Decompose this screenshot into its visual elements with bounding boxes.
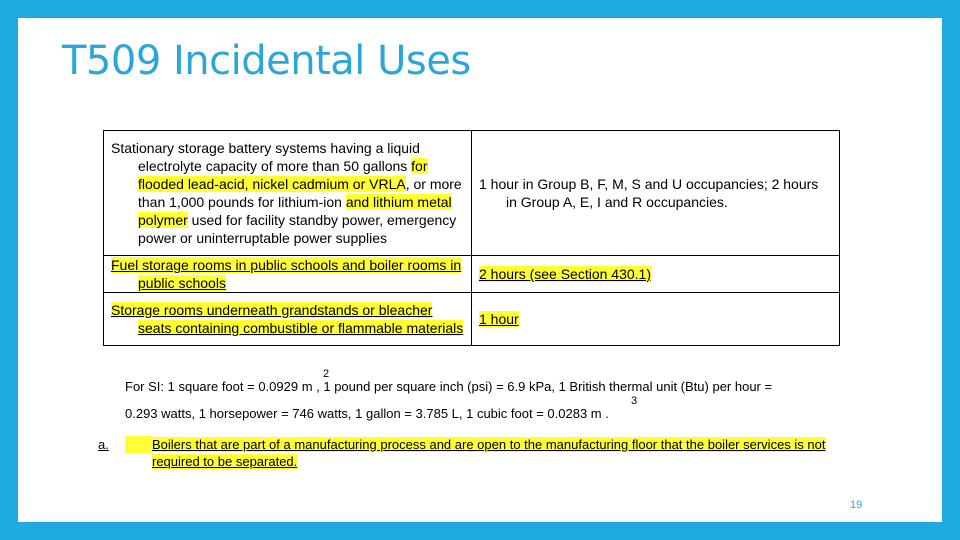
si-conversion-line-1: For SI: 1 square foot = 0.0929 m , 1 pound per square inch (psi) = 6.9 kPa, 1 British thermal unit (Btu) per hour = bbox=[125, 379, 773, 394]
room-text-part: Stationary storage battery systems having a liquid electrolyte capacity of more than 50 gallons bbox=[111, 140, 420, 174]
room-text bbox=[111, 256, 464, 292]
highlighted-text: Fuel storage rooms in public schools and boiler rooms in public schools bbox=[111, 257, 462, 291]
table-row bbox=[104, 256, 840, 293]
slide bbox=[18, 18, 942, 522]
si-conversion-line-2: 0.293 watts, 1 horsepower = 746 watts, 1 gallon = 3.785 L, 1 cubic foot = 0.0283 m . bbox=[125, 406, 609, 421]
superscript-2: 2 bbox=[323, 368, 330, 380]
separation-cell bbox=[472, 131, 840, 256]
footnote bbox=[98, 436, 832, 470]
slide-title: T509 Incidental Uses bbox=[62, 38, 471, 84]
separation-cell bbox=[472, 256, 840, 293]
highlighted-text: for flooded lead-acid, nickel cadmium or VRLA bbox=[138, 158, 428, 192]
room-text bbox=[111, 139, 464, 247]
separation-text: 2 hours (see Section 430.1) bbox=[479, 266, 651, 282]
separation-text: 1 hour in Group B, F, M, S and U occupancies; 2 hours in Group A, E, I and R occupancies. bbox=[479, 176, 819, 210]
page-number: 19 bbox=[850, 499, 863, 511]
room-text-part: used for facility standby power, emergency power or uninterruptable power supplies bbox=[138, 212, 457, 246]
room-cell bbox=[104, 131, 472, 256]
separation-text: 1 hour bbox=[479, 311, 519, 327]
room-cell bbox=[104, 293, 472, 346]
superscript-3: 3 bbox=[631, 395, 638, 407]
table-row bbox=[104, 131, 840, 256]
footnote-label: a. bbox=[125, 436, 152, 453]
room-text bbox=[111, 301, 464, 337]
highlighted-text: and lithium metal polymer bbox=[138, 194, 452, 228]
footnote-text bbox=[98, 436, 832, 470]
footnote-body: Boilers that are part of a manufacturing process and are open to the manufacturing floor that the boiler services is not required to be separated. bbox=[152, 437, 826, 469]
table-row bbox=[104, 293, 840, 346]
separation-cell bbox=[472, 293, 840, 346]
room-cell bbox=[104, 256, 472, 293]
room-text-part: , or more than 1,000 pounds for lithium-ion bbox=[138, 176, 462, 210]
incidental-uses-table bbox=[103, 130, 840, 346]
highlighted-text: Storage rooms underneath grandstands or bleacher seats containing combustible or flammable materials bbox=[111, 302, 464, 336]
